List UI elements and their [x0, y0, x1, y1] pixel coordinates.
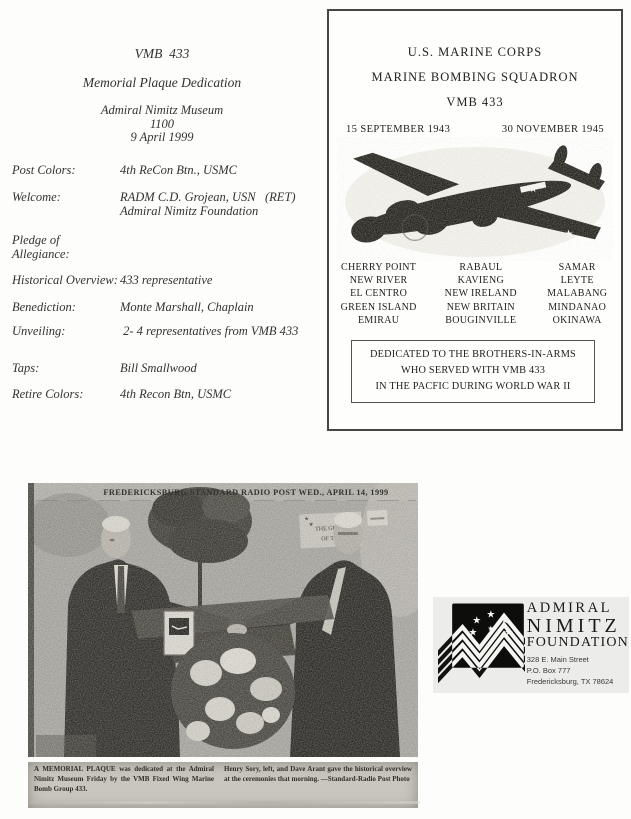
- foundation-name-line2: NIMITZ: [526, 615, 621, 638]
- schedule-value: RADM C.D. Grojean, USN (RET): [120, 190, 296, 204]
- schedule-value: 4th ReCon Btn., USMC: [120, 163, 238, 177]
- schedule-label: Pledge of Allegiance:: [12, 233, 70, 261]
- program-time: 1100: [149, 116, 175, 131]
- schedule-row-historical-overview: [12, 273, 352, 287]
- duty-station: SAMAR: [558, 262, 596, 273]
- caption-left-column: [34, 765, 214, 805]
- card-title-line2: MARINE BOMBING SQUADRON: [371, 70, 579, 84]
- star-icon: ★: [468, 627, 478, 639]
- foundation-name-line3: FOUNDATION: [526, 635, 629, 651]
- duty-station: LEYTE: [560, 275, 594, 287]
- schedule-label: Unveiling:: [12, 324, 66, 338]
- star-icon: ★: [472, 615, 482, 627]
- program-subtitle: Memorial Plaque Dedication: [82, 75, 242, 90]
- foundation-name-line1: ADMIRAL: [526, 600, 612, 616]
- duty-station: EMIRAU: [358, 314, 400, 326]
- card-title-line3: VMB 433: [446, 95, 504, 109]
- duty-station: MALABANG: [547, 288, 608, 300]
- schedule-value-group: [120, 190, 296, 218]
- dedication-line2: WHO SERVED WITH VMB 433: [400, 364, 546, 376]
- duty-station: EL CENTRO: [350, 288, 408, 300]
- star-icon: ★: [500, 615, 510, 627]
- caption-right-column: Henry Sory, left, and Dave Arant gave the historical overview at the ceremonies that morning. —Standard-Radio Post Photo: [224, 765, 412, 783]
- schedule-value: 2- 4 representatives from VMB 433: [120, 324, 299, 338]
- star-icon: ★: [487, 623, 495, 633]
- schedule-row-retire-colors: [12, 387, 352, 401]
- foundation-logo-text: [527, 601, 629, 693]
- program-venue: Admiral Nimitz Museum: [100, 103, 224, 117]
- schedule-label: Historical Overview:: [12, 273, 118, 287]
- address-line1: 328 E. Main Street: [526, 654, 589, 664]
- schedule-value: 4th Recon Btn, USMC: [120, 387, 232, 401]
- schedule-value: 433 representative: [120, 273, 213, 287]
- duty-station-column-3: [533, 261, 621, 327]
- duty-station-columns: [329, 261, 621, 327]
- address-line3: Fredericksburg, TX 78624: [526, 677, 614, 687]
- newspaper-clipping: [28, 483, 418, 808]
- squadron-card: [327, 9, 623, 431]
- card-title-line1: U.S. MARINE CORPS: [407, 45, 543, 59]
- nimitz-foundation-logo-mark: [438, 601, 525, 691]
- schedule-value: Bill Smallwood: [120, 361, 197, 375]
- duty-station: RABAUL: [459, 262, 503, 273]
- duty-station-column-1: [329, 261, 428, 327]
- schedule-label: Retire Colors:: [12, 387, 84, 401]
- schedule-label: Benediction:: [12, 300, 76, 314]
- program-date: 9 April 1999: [130, 130, 194, 144]
- schedule-value: Monte Marshall, Chaplain: [120, 300, 254, 314]
- duty-station: NEW BRITAIN: [446, 301, 515, 313]
- schedule-row-unveiling: [12, 324, 352, 338]
- torn-edge: [30, 801, 420, 804]
- duty-station: GREEN ISLAND: [340, 301, 417, 313]
- duty-station: MINDANAO: [548, 301, 607, 313]
- schedule-label: Taps:: [12, 361, 40, 375]
- caption-left-text: was dedicated at the Admiral Nimitz Museum Friday by the VMB Fixed Wing Marine Bomb Group 433.: [34, 765, 214, 793]
- duty-station: KAVIENG: [457, 275, 504, 287]
- dedication-line3: IN THE PACFIC DURING WORLD WAR II: [375, 380, 571, 392]
- schedule-label: Welcome:: [12, 190, 61, 204]
- program-header: [52, 46, 272, 145]
- duty-station: CHERRY POINT: [341, 262, 417, 273]
- duty-station: BOUGINVILLE: [445, 314, 517, 326]
- schedule-row-post-colors: [12, 163, 352, 177]
- schedule-row-taps: [12, 361, 352, 375]
- duty-station-column-2: [428, 261, 533, 327]
- card-dates: [329, 124, 621, 135]
- duty-station: OKINAWA: [552, 314, 602, 326]
- newspaper-masthead: FREDERICKSBURG STANDARD RADIO POST WED., APRIL 14, 1999: [103, 488, 389, 497]
- address-line2: P.O. Box 777: [526, 666, 571, 676]
- dedication-line1: DEDICATED TO THE BROTHERS-IN-ARMS: [370, 348, 576, 360]
- schedule-row-pledge: [12, 233, 352, 261]
- nimitz-foundation-logo: [433, 597, 629, 693]
- card-date-end: 30 NOVEMBER 1945: [501, 124, 604, 135]
- star-icon: ★: [486, 609, 496, 621]
- program-title: VMB 433: [134, 46, 190, 61]
- newspaper-photo: [28, 483, 418, 757]
- caption-lead: A MEMORIAL PLAQUE: [34, 765, 116, 773]
- schedule-label: Post Colors:: [12, 163, 76, 177]
- duty-station: NEW RIVER: [349, 275, 408, 287]
- schedule-row-benediction: [12, 300, 352, 314]
- card-date-start: 15 SEPTEMBER 1943: [346, 124, 451, 135]
- dedication-box: [351, 340, 595, 403]
- foundation-address: [527, 654, 629, 688]
- b25-bomber-photo: [336, 137, 614, 261]
- duty-station: NEW IRELAND: [444, 288, 517, 300]
- schedule-row-welcome: [12, 190, 352, 218]
- program-schedule: [12, 163, 352, 401]
- star-icon: ★: [504, 627, 514, 639]
- schedule-value-line2: Admiral Nimitz Foundation: [120, 204, 259, 218]
